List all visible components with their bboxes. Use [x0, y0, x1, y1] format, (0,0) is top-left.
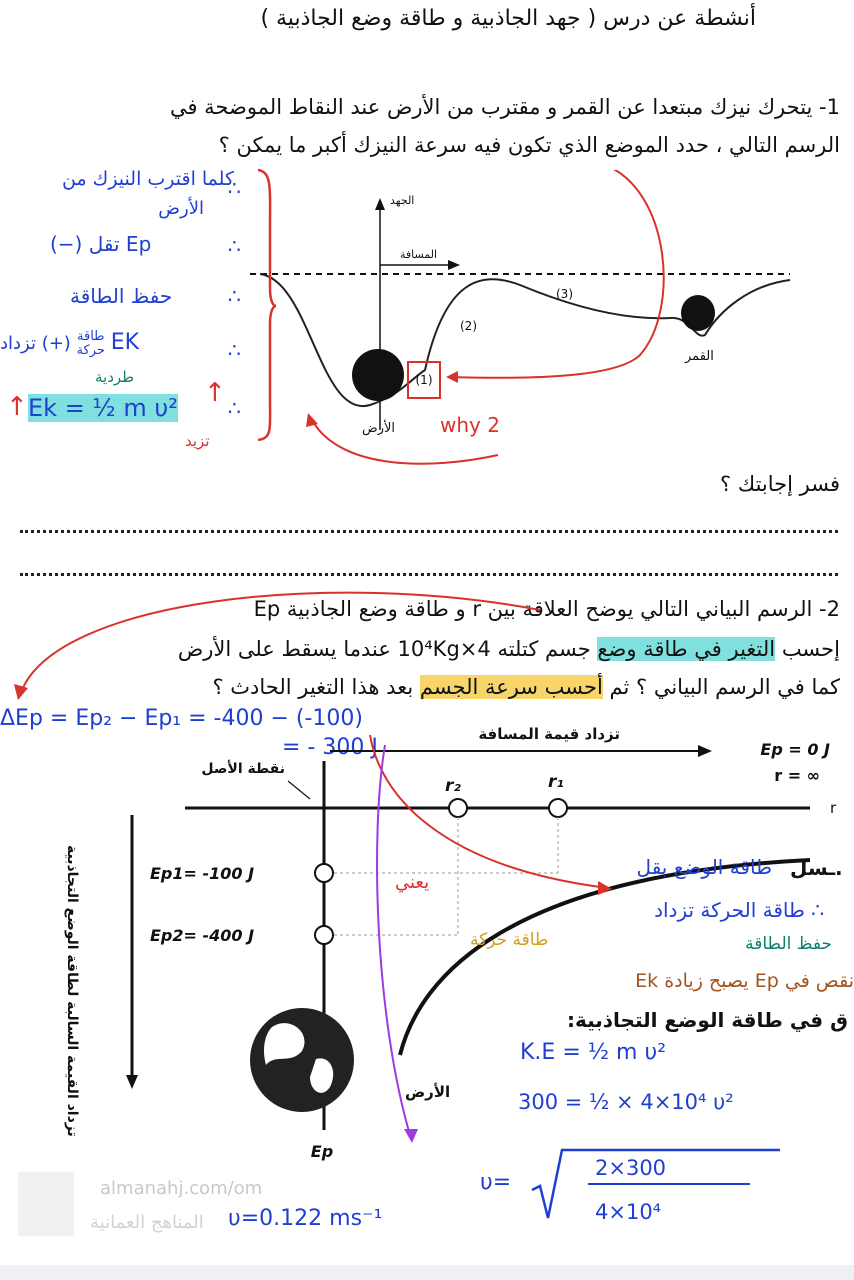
note2-delta-result: = - 300 J — [282, 735, 378, 760]
partial-text-a: ـسل. — [790, 856, 843, 880]
red-arrow-to-delta — [0, 580, 560, 710]
point3-label: (3) — [556, 287, 573, 301]
question2-line1: 2- الرسم البياني التالي يوضح العلاقة بين r و طاقة وضع الجاذبية Ep — [253, 597, 840, 621]
note2-decrease-increase: نقص في Ep يصبح زيادة Ek — [635, 970, 854, 992]
watermark-url: almanahj.com/om — [100, 1178, 263, 1199]
answer-line-2 — [20, 573, 838, 576]
bottom-bar — [0, 1265, 854, 1280]
why-note: why 2 — [440, 413, 500, 437]
note2-result: υ=0.122 ms⁻¹ — [228, 1206, 383, 1231]
r2-marker — [449, 799, 467, 817]
question1-line2: الرسم التالي ، حدد الموضع الذي تكون فيه سرعة النيزك أكبر ما يمكن ؟ — [218, 133, 840, 157]
note1-therefore-4: ∴ — [228, 338, 241, 362]
ep-axis-label: Ep — [310, 1142, 334, 1161]
side-axis-label: تزداد القيمة السالبة لطاقة الوضع التجاذبية — [64, 845, 80, 1137]
note1-ek-increase: تزداد (+) طاقة حركة EK — [0, 329, 140, 358]
note1-therefore-5: ∴ — [228, 396, 241, 420]
partial-text-b: ق في طاقة الوضع التجاذبية: — [566, 1008, 848, 1032]
note1-up-arrow-left: ↑ — [6, 392, 28, 422]
origin-label: نقطة الأصل — [201, 761, 285, 777]
point1-label: (1) — [415, 373, 433, 387]
note2-kinetic-energy: طاقة حركة — [470, 930, 549, 950]
r-infinity-label: r = ∞ — [774, 766, 820, 785]
ep2-marker — [315, 926, 333, 944]
note1-ek-formula: Ek = ½ m υ² — [28, 394, 178, 422]
distance-increase-label: تزداد قيمة المسافة — [478, 725, 620, 743]
note2-sqrt-denominator: 4×10⁴ — [595, 1200, 662, 1224]
note2-potential-decrease: طاقة الوضع بقل — [636, 855, 772, 879]
page-title: أنشطة عن درس ( جهد الجاذبية و طاقة وضع الجاذبية ) — [260, 6, 756, 31]
earth-label-2: الأرض — [405, 1083, 451, 1101]
note1-energy-conservation: حفظ الطاقة — [70, 284, 173, 308]
note1-ep-decrease: (−) تقل Ep — [50, 232, 152, 256]
ep1-label: Ep1= -100 J — [150, 864, 255, 883]
r-axis-label: r — [830, 799, 837, 817]
note2-calc: 300 = ½ × 4×10⁴ υ² — [518, 1090, 734, 1114]
ep-zero-label: Ep = 0 J — [760, 740, 830, 759]
note1-therefore-1: ∴ — [228, 176, 241, 200]
moon-circle — [681, 295, 715, 331]
question1-explain: فسر إجابتك ؟ — [720, 472, 840, 496]
r2-label: r₂ — [445, 776, 461, 796]
question1-line1: 1- يتحرك نيزك مبتعدا عن القمر و مقترب من الأرض عند النقاط الموضحة في — [169, 95, 840, 119]
earth-circle — [352, 349, 404, 401]
note1-increase-label: تزيد — [185, 432, 210, 450]
note1-up-arrow-right: ↑ — [204, 378, 226, 408]
earth-label: الأرض — [362, 421, 396, 436]
note2-sqrt-numerator: 2×300 — [595, 1156, 667, 1180]
note1-approach: كلما اقترب النيزك من — [61, 168, 234, 190]
note1-brace — [254, 168, 278, 443]
note1-therefore-3: ∴ — [228, 284, 241, 308]
note2-energy-conservation: حفظ الطاقة — [745, 934, 832, 954]
watermark-name: المناهج العمانية — [90, 1212, 204, 1233]
figure1-potential-diagram — [250, 170, 810, 470]
ep1-marker — [315, 864, 333, 882]
r1-label: r₁ — [548, 772, 564, 792]
moon-label: القمر — [685, 349, 714, 364]
answer-line-1 — [20, 530, 838, 533]
distance-axis-label: المسافة — [400, 248, 438, 261]
note2-ke-formula: K.E = ½ m υ² — [520, 1040, 667, 1065]
note2-kinetic-increase: ∴ طاقة الحركة تزداد — [654, 898, 824, 922]
note1-earth: الأرض — [158, 198, 204, 219]
point2-label: (2) — [460, 319, 477, 333]
highlight-energy-change: التغير في طاقة وضع — [597, 637, 776, 661]
note2-delta-ep: ΔEp = Ep₂ − Ep₁ = -400 − (-100) — [0, 706, 363, 731]
note1-direct-label: طردية — [95, 368, 135, 386]
highlight-speed: أحسب سرعة الجسم — [419, 675, 603, 699]
r1-marker — [549, 799, 567, 817]
ep2-label: Ep2= -400 J — [150, 926, 255, 945]
watermark-logo — [18, 1172, 74, 1236]
note1-therefore-2: ∴ — [228, 234, 241, 258]
question2-line2: إحسب التغير في طاقة وضع جسم كتلته 4×10⁴Kg عندما يسقط على الأرض — [177, 637, 840, 661]
note2-v-lhs: υ= — [480, 1170, 512, 1195]
question2-line3: كما في الرسم البياني ؟ ثم أحسب سرعة الجسم بعد هذا التغير الحادث ؟ — [212, 675, 840, 699]
note2-means: يعني — [395, 872, 430, 893]
potential-axis-label: الجهد — [390, 194, 415, 207]
